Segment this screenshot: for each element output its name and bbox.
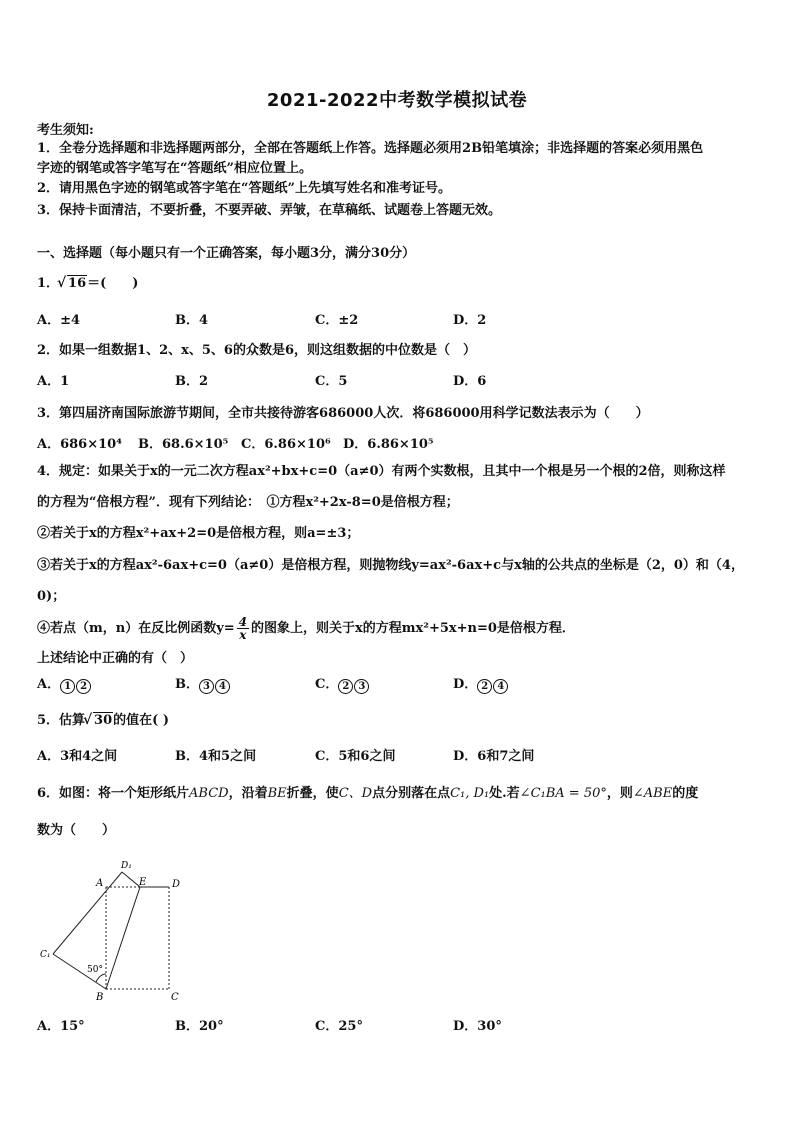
q6-rect: ABCD <box>189 786 229 801</box>
question-6-line-2: 数为（ ） <box>37 823 116 838</box>
q1-tail: ＝( ) <box>87 276 139 291</box>
q2-option-a[interactable]: A．1 <box>37 374 70 389</box>
edge-BE <box>106 887 140 989</box>
section-heading: 一、选择题（每小题只有一个正确答案，每小题3分，满分30分） <box>37 246 416 261</box>
question-4-line-2: 的方程为“倍根方程”．现有下列结论： ①方程x²+2x-8=0是倍根方程； <box>37 495 459 510</box>
q3-option-c[interactable]: C．6.86×10⁶ <box>241 437 331 452</box>
q4-option-a-prefix: A． <box>37 677 61 692</box>
question-4-line-5: 0)； <box>37 589 66 604</box>
question-6-line-1 <box>37 785 698 803</box>
circled-number: 2 <box>477 679 492 694</box>
q6-c1d1: C₁, D₁ <box>450 786 490 801</box>
label-B: B <box>96 992 104 1003</box>
q1-number: 1． <box>37 276 60 291</box>
notice-item-2: 2．请用黑色字迹的钢笔或答字笔在“答题纸”上先填写姓名和准考证号。 <box>37 181 452 196</box>
q4-option-b[interactable] <box>175 676 231 694</box>
label-A: A <box>96 878 104 889</box>
label-D1: D₁ <box>121 861 132 871</box>
q1-option-d[interactable]: D．2 <box>453 313 487 328</box>
q6-text-a: 6．如图：将一个矩形纸片 <box>37 786 190 801</box>
q4-line6-b: 的图象上，则关于x的方程mx²+5x+n=0是倍根方程． <box>251 621 575 636</box>
q5-option-b[interactable]: B．4和5之间 <box>175 749 257 764</box>
q5-option-c[interactable]: C．5和6之间 <box>315 749 396 764</box>
sqrt-symbol <box>85 712 113 730</box>
q4-line6-a: ④若点（m，n）在反比例函数y= <box>37 621 235 636</box>
q6-option-d[interactable]: D．30° <box>453 1019 502 1034</box>
circled-number: 2 <box>76 679 91 694</box>
edge-D1C1 <box>53 872 122 954</box>
q4-option-c[interactable] <box>315 676 370 694</box>
q4-option-c-prefix: C． <box>315 677 339 692</box>
q6-target: ∠ABE <box>632 786 673 801</box>
label-E: E <box>139 877 147 888</box>
circled-number: 2 <box>338 679 353 694</box>
question-4-line-4: ③若关于x的方程ax²-6ax+c=0（a≠0）是倍根方程，则抛物线y=ax²-6ax+c与x轴的公共点的坐标是（2，0）和（4， <box>37 558 744 573</box>
q3-option-d[interactable]: D．6.86×10⁵ <box>343 437 434 452</box>
q3-option-b[interactable]: B．68.6×10⁵ <box>138 437 229 452</box>
question-1 <box>37 275 138 293</box>
q6-text-g: 的度 <box>672 786 699 801</box>
question-4-line-7: 上述结论中正确的有（ ） <box>37 651 194 666</box>
geometry-figure <box>36 856 196 1006</box>
q2-option-c[interactable]: C．5 <box>315 374 348 389</box>
circled-number: 3 <box>199 679 214 694</box>
fraction <box>237 616 249 641</box>
question-3: 3．第四届济南国际旅游节期间，全市共接待游客686000人次．将686000用科学记数法表示为（ ） <box>37 406 649 421</box>
notice-item-1-cont: 字迹的钢笔或答字笔写在“答题纸”相应位置上。 <box>37 161 312 176</box>
question-4-line-6 <box>37 614 575 644</box>
edge-D1E <box>122 872 140 887</box>
q6-angle: ∠C₁BA = 50° <box>519 786 607 801</box>
q5-prefix: 5．估算 <box>37 713 86 728</box>
notice-heading: 考生须知: <box>37 123 94 138</box>
label-C: C <box>171 992 179 1003</box>
q6-text-e: 处.若 <box>489 786 520 801</box>
fraction-numerator: 4 <box>238 615 248 629</box>
q6-fold: BE <box>267 786 287 801</box>
q4-option-a[interactable] <box>37 676 92 694</box>
q6-text-d: 点分别落在点 <box>372 786 451 801</box>
label-angle-50: 50° <box>87 965 103 975</box>
q2-option-d[interactable]: D．6 <box>453 374 487 389</box>
q3-option-a[interactable]: A．686×10⁴ <box>37 437 122 452</box>
question-4-line-3: ②若关于x的方程x²+ax+2=0是倍根方程，则a=±3； <box>37 526 360 541</box>
q4-option-d-prefix: D． <box>453 677 478 692</box>
circled-number: 4 <box>493 679 508 694</box>
q6-cd: C、D <box>338 786 373 801</box>
q5-option-d[interactable]: D．6和7之间 <box>453 749 535 764</box>
q1-option-c[interactable]: C．±2 <box>315 313 359 328</box>
q6-text-c: 折叠，使 <box>286 786 339 801</box>
q5-tail: 的值在( ) <box>113 713 169 728</box>
notice-item-1: 1．全卷分选择题和非选择题两部分，全部在答题纸上作答。选择题必须用2B铅笔填涂；非选择题的答案必须用黑色 <box>37 141 704 156</box>
q5-option-a[interactable]: A．3和4之间 <box>37 749 118 764</box>
q1-radicand: 16 <box>68 276 87 291</box>
q6-option-a[interactable]: A．15° <box>37 1019 85 1034</box>
notice-item-3: 3．保持卡面清洁，不要折叠，不要弄破、弄皱，在草稿纸、试题卷上答题无效。 <box>37 203 502 218</box>
question-4-line-1: 4．规定：如果关于x的一元二次方程ax²+bx+c=0（a≠0）有两个实数根，且其中一个根是另一个根的2倍，则称这样 <box>37 464 726 479</box>
q6-text-b: ，沿着 <box>228 786 268 801</box>
q1-option-b[interactable]: B．4 <box>175 313 209 328</box>
q6-option-c[interactable]: C．25° <box>315 1019 363 1034</box>
q6-option-b[interactable]: B．20° <box>175 1019 224 1034</box>
label-C1: C₁ <box>40 950 51 960</box>
question-2: 2．如果一组数据1、2、x、5、6的众数是6，则这组数据的中位数是（ ） <box>37 343 477 358</box>
q6-text-f: ，则 <box>606 786 633 801</box>
angle-arc <box>96 974 106 982</box>
q5-radicand: 30 <box>94 713 113 728</box>
question-5 <box>37 712 169 730</box>
page-title: 2021-2022中考数学模拟试卷 <box>266 90 528 111</box>
sqrt-symbol <box>59 275 87 293</box>
label-D: D <box>172 879 181 890</box>
q2-option-b[interactable]: B．2 <box>175 374 209 389</box>
circled-number: 1 <box>60 679 75 694</box>
q4-option-b-prefix: B． <box>175 677 199 692</box>
circled-number: 4 <box>215 679 230 694</box>
circled-number: 3 <box>354 679 369 694</box>
q1-option-a[interactable]: A．±4 <box>37 313 81 328</box>
q4-option-d[interactable] <box>453 676 509 694</box>
fraction-denominator: x <box>239 628 247 642</box>
